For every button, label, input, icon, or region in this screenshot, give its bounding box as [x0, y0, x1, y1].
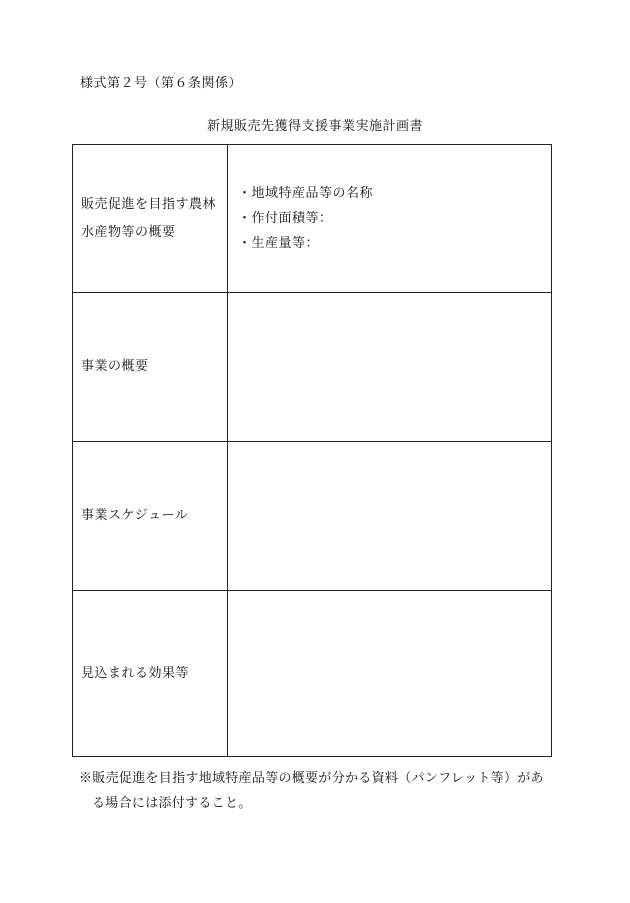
list-item-cultivation-area: ・作付面積等：: [238, 211, 333, 226]
table-row: [73, 293, 552, 442]
footnote-line-2: る場合には添付すること。: [92, 796, 252, 811]
plan-table: [72, 144, 552, 757]
row-label-expected-effects: 見込まれる効果等: [73, 591, 228, 757]
table-row: [73, 591, 552, 757]
document-title: 新規販売先獲得支援事業実施計画書: [206, 119, 423, 134]
footnote-line-1: ※販売促進を目指す地域特産品等の概要が分かる資料（パンフレット等）があ: [79, 771, 544, 786]
row-label-project-schedule: 事業スケジュール: [73, 442, 228, 591]
footnote: [79, 766, 559, 816]
expected-effects-cell: [228, 591, 552, 757]
list-item-product-name: ・地域特産品等の名称: [238, 186, 374, 201]
row-label-product-overview: 販売促進を目指す農林水産物等の概要: [73, 145, 228, 293]
list-item-production-volume: ・生産量等：: [238, 236, 320, 251]
project-schedule-cell: [228, 442, 552, 591]
table-row: [73, 442, 552, 591]
row-label-project-overview: 事業の概要: [73, 293, 228, 442]
form-number: 様式第２号（第６条関係）: [80, 76, 243, 91]
product-overview-cell: [228, 145, 552, 293]
table-row: [73, 145, 552, 293]
project-overview-cell: [228, 293, 552, 442]
product-details-list: [238, 181, 541, 256]
